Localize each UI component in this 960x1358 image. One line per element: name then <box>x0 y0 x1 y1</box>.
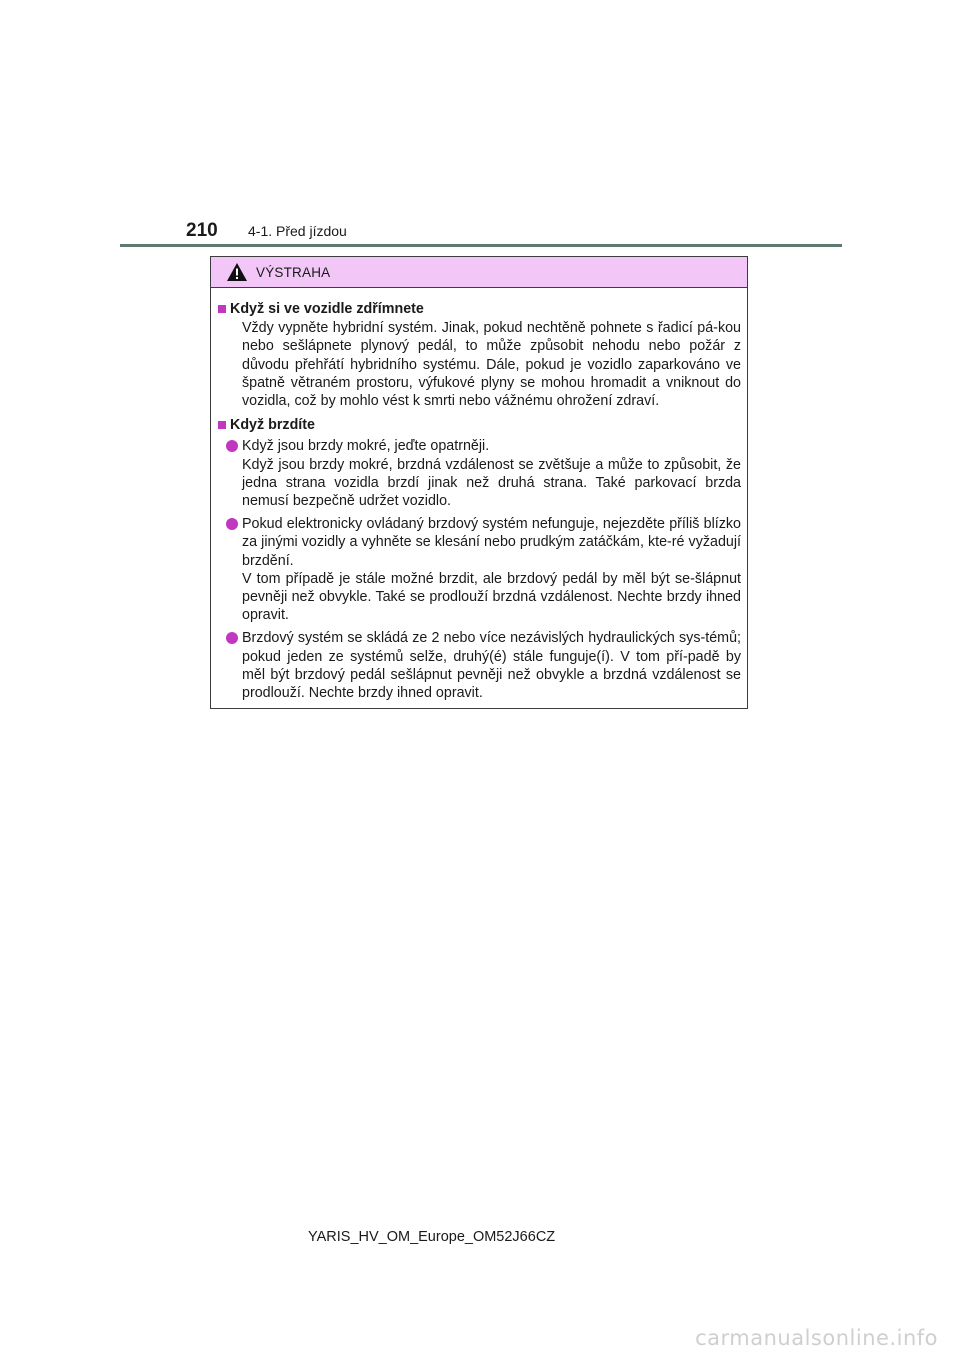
section-paragraph: Vždy vypněte hybridní systém. Jinak, pokud nechtěně pohnete s řadicí pá-kou nebo sešlápnete plynový pedál, to může způsobit nehodu nebo požár z důvodu přehřátí hybridního systému. Dále, pokud je vozidlo zaparkováno ve špatně větraném prostoru, výfukové plyny se mohou hromadit a vniknout do vozidla, což by mohlo vést k smrti nebo vážnému ohrožení zdraví. <box>242 320 741 410</box>
section-braking <box>218 416 741 702</box>
section-heading-text: Když si ve vozidle zdřímnete <box>230 301 424 317</box>
bullet-line: Když jsou brzdy mokré, jeďte opatrněji. <box>242 438 490 455</box>
circle-bullet-icon <box>226 440 238 452</box>
warning-box <box>210 256 748 709</box>
section-heading <box>218 300 741 318</box>
page-header <box>186 220 347 242</box>
list-item <box>226 629 741 702</box>
circle-bullet-icon <box>226 518 238 530</box>
section-napping <box>218 300 741 410</box>
square-bullet-icon <box>218 305 226 313</box>
list-item <box>226 437 741 510</box>
document-code: YARIS_HV_OM_Europe_OM52J66CZ <box>308 1229 556 1245</box>
footer <box>0 1229 960 1245</box>
warning-body <box>211 288 747 702</box>
warning-title: VÝSTRAHA <box>256 264 331 280</box>
bullet-line: V tom případě je stále možné brzdit, ale brzdový pedál by měl být se-šlápnut pevněji než obvykle. Také se prodlouží brzdná vzdálenost. Nechte brzdy ihned opravit. <box>242 570 741 624</box>
list-item <box>226 515 741 624</box>
section-title: 4-1. Před jízdou <box>248 223 347 239</box>
header-rule <box>120 244 842 247</box>
square-bullet-icon <box>218 421 226 429</box>
bullet-line: Když jsou brzdy mokré, brzdná vzdálenost se zvětšuje a může to způsobit, že jedna strana vozidla brzdí jinak než druhá strana. Také parkovací brzda nemusí bezpečně udržet vozidlo. <box>242 456 741 510</box>
warning-triangle-icon <box>226 262 248 282</box>
watermark: carmanualsonline.info <box>695 1326 938 1350</box>
bullet-line: Pokud elektronicky ovládaný brzdový systém nefunguje, nejezděte příliš blízko za jinými vozidly a vyhněte se klesání nebo prudkým zatáčkám, kte-ré vyžadují brzdění. <box>242 516 741 569</box>
section-heading <box>218 416 741 434</box>
page-number: 210 <box>186 220 218 241</box>
circle-bullet-icon <box>226 632 238 644</box>
warning-header <box>211 257 747 288</box>
section-heading-text: Když brzdíte <box>230 417 315 434</box>
bullet-line: Brzdový systém se skládá ze 2 nebo více nezávislých hydraulických sys-témů; pokud jeden ze systémů selže, druhý(é) stále funguje(í). V tom pří-padě by měl být brzdový pedál sešlápnut pevněji než obvykle a brzdná vzdálenost se prodlouží. Nechte brzdy ihned opravit. <box>242 630 741 702</box>
